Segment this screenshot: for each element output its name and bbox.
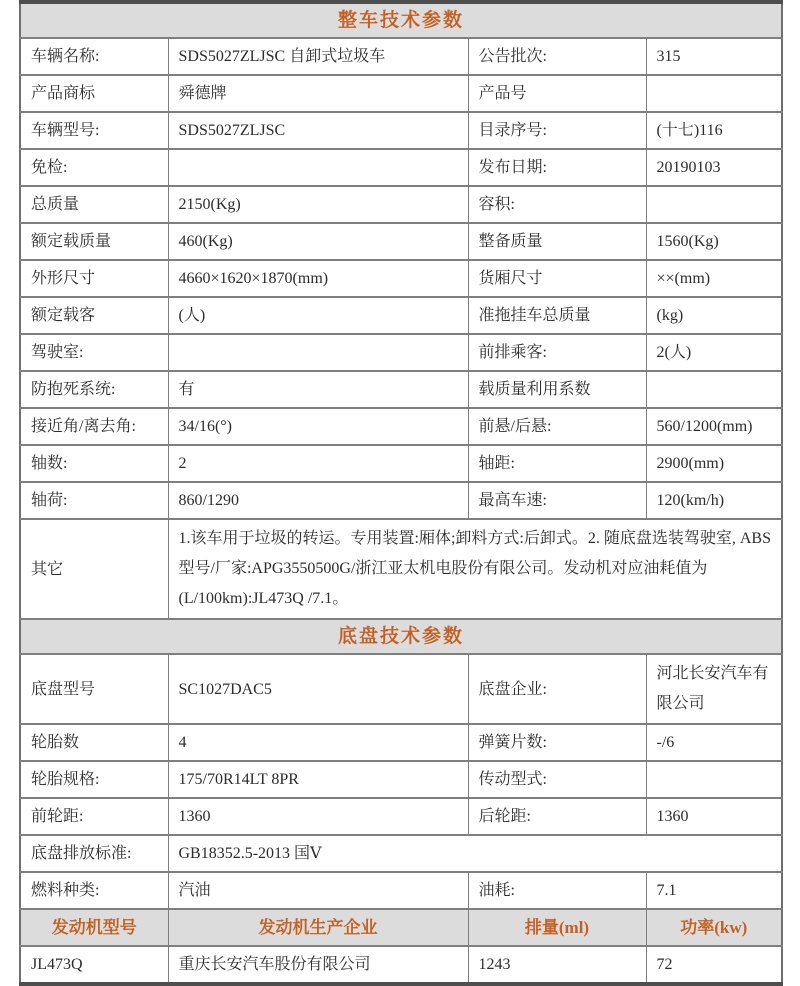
row-value: 1560(Kg)	[646, 223, 782, 260]
row-label: 轴数:	[20, 445, 168, 482]
engine-data-row	[20, 946, 782, 984]
row-label: 前悬/后悬:	[468, 408, 646, 445]
row-value	[646, 761, 782, 798]
row-label: 额定载质量	[20, 223, 168, 260]
row-label: 发布日期:	[468, 149, 646, 186]
row-value	[646, 186, 782, 223]
table-row	[20, 798, 782, 835]
row-value: 1360	[168, 798, 468, 835]
row-value: (十七)116	[646, 112, 782, 149]
row-value: 2900(mm)	[646, 445, 782, 482]
table-row	[20, 186, 782, 223]
row-value	[646, 75, 782, 112]
row-label: 产品商标	[20, 75, 168, 112]
row-value: 1360	[646, 798, 782, 835]
engine-header-manufacturer: 发动机生产企业	[168, 909, 468, 946]
table-row-emission	[20, 835, 782, 872]
engine-manufacturer-value: 重庆长安汽车股份有限公司	[168, 946, 468, 984]
row-label: 外形尺寸	[20, 260, 168, 297]
row-value: 7.1	[646, 872, 782, 909]
table-row	[20, 38, 782, 75]
row-label: 轴荷:	[20, 482, 168, 519]
engine-header-power: 功率(kw)	[646, 909, 782, 946]
table-row	[20, 112, 782, 149]
row-value: 河北长安汽车有限公司	[646, 654, 782, 724]
row-label: 后轮距:	[468, 798, 646, 835]
table-row-other	[20, 519, 782, 619]
table-row	[20, 260, 782, 297]
spec-table	[19, 0, 783, 986]
row-label: 公告批次:	[468, 38, 646, 75]
row-label: 燃料种类:	[20, 872, 168, 909]
row-value: 460(Kg)	[168, 223, 468, 260]
row-label: 免检:	[20, 149, 168, 186]
row-value: 20190103	[646, 149, 782, 186]
row-value: 舜德牌	[168, 75, 468, 112]
table-row	[20, 482, 782, 519]
other-remarks-text: 1.该车用于垃圾的转运。专用装置:厢体;卸料方式:后卸式。2. 随底盘选装驾驶室, ABS 型号/厂家:APG3550500G/浙江亚太机电股份有限公司。发动机对应油耗值为(L/100km):JL473Q /7.1。	[168, 519, 782, 619]
row-label: 防抱死系统:	[20, 371, 168, 408]
table-row	[20, 654, 782, 724]
engine-header-row	[20, 909, 782, 946]
row-label: 弹簧片数:	[468, 724, 646, 761]
row-label: 产品号	[468, 75, 646, 112]
engine-displacement-value: 1243	[468, 946, 646, 984]
table-row	[20, 872, 782, 909]
row-label: 总质量	[20, 186, 168, 223]
row-label: 轮胎规格:	[20, 761, 168, 798]
row-value: 2150(Kg)	[168, 186, 468, 223]
row-value	[646, 371, 782, 408]
row-value	[168, 334, 468, 371]
row-label: 油耗:	[468, 872, 646, 909]
row-label: 轴距:	[468, 445, 646, 482]
row-value: 汽油	[168, 872, 468, 909]
row-value: (人)	[168, 297, 468, 334]
table-row	[20, 371, 782, 408]
row-value: -/6	[646, 724, 782, 761]
row-value: SDS5027ZLJSC 自卸式垃圾车	[168, 38, 468, 75]
row-value: 4	[168, 724, 468, 761]
table-row	[20, 75, 782, 112]
row-value: 175/70R14LT 8PR	[168, 761, 468, 798]
row-value: 34/16(°)	[168, 408, 468, 445]
table-row	[20, 761, 782, 798]
row-value: 2(人)	[646, 334, 782, 371]
engine-model-value: JL473Q	[20, 946, 168, 984]
row-label: 额定载客	[20, 297, 168, 334]
row-label: 前排乘客:	[468, 334, 646, 371]
row-label: 传动型式:	[468, 761, 646, 798]
section-title-chassis: 底盘技术参数	[20, 619, 782, 654]
row-label: 车辆型号:	[20, 112, 168, 149]
table-row	[20, 724, 782, 761]
table-row	[20, 297, 782, 334]
row-value: ××(mm)	[646, 260, 782, 297]
row-label: 载质量利用系数	[468, 371, 646, 408]
row-value: 有	[168, 371, 468, 408]
row-label: 目录序号:	[468, 112, 646, 149]
row-label: 底盘企业:	[468, 654, 646, 724]
row-label: 容积:	[468, 186, 646, 223]
table-row	[20, 445, 782, 482]
engine-header-model: 发动机型号	[20, 909, 168, 946]
emission-standard-value: GB18352.5-2013 国Ⅴ	[168, 835, 782, 872]
row-label: 轮胎数	[20, 724, 168, 761]
row-label: 前轮距:	[20, 798, 168, 835]
row-value: 4660×1620×1870(mm)	[168, 260, 468, 297]
row-label: 底盘型号	[20, 654, 168, 724]
row-label: 驾驶室:	[20, 334, 168, 371]
section-title-vehicle: 整车技术参数	[20, 2, 782, 38]
row-value: 860/1290	[168, 482, 468, 519]
row-value: 2	[168, 445, 468, 482]
row-value: SC1027DAC5	[168, 654, 468, 724]
table-row	[20, 149, 782, 186]
row-value	[168, 149, 468, 186]
row-label: 准拖挂车总质量	[468, 297, 646, 334]
table-row	[20, 408, 782, 445]
row-label: 车辆名称:	[20, 38, 168, 75]
row-value: 315	[646, 38, 782, 75]
row-label: 其它	[20, 519, 168, 619]
section-row-vehicle	[20, 2, 782, 38]
row-label: 接近角/离去角:	[20, 408, 168, 445]
engine-header-displacement: 排量(ml)	[468, 909, 646, 946]
row-label: 整备质量	[468, 223, 646, 260]
row-value: SDS5027ZLJSC	[168, 112, 468, 149]
section-row-chassis	[20, 619, 782, 654]
row-label: 货厢尺寸	[468, 260, 646, 297]
row-label: 底盘排放标准:	[20, 835, 168, 872]
row-label: 最高车速:	[468, 482, 646, 519]
engine-power-value: 72	[646, 946, 782, 984]
row-value: (kg)	[646, 297, 782, 334]
row-value: 120(km/h)	[646, 482, 782, 519]
table-row	[20, 223, 782, 260]
row-value: 560/1200(mm)	[646, 408, 782, 445]
table-row	[20, 334, 782, 371]
